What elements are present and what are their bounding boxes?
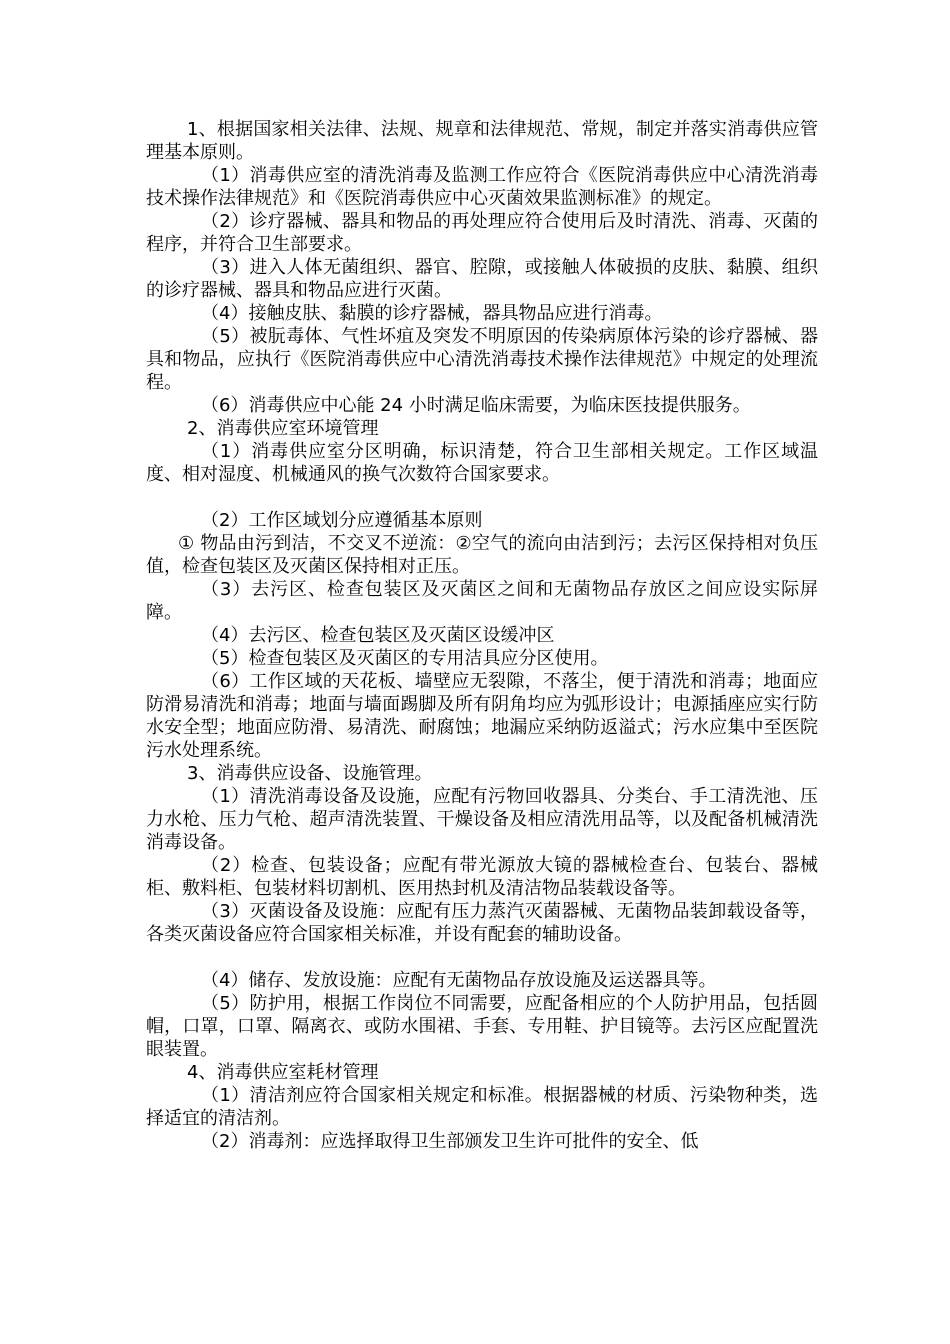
document-body (146, 118, 818, 1153)
paragraph: （6）工作区域的天花板、墙壁应无裂隙，不落尘，便于清洗和消毒；地面应防滑易清洗和消毒；地面与墙面踢脚及所有阴角均应为弧形设计；电源插座应实行防水安全型；地面应防滑、易清洗、耐腐蚀；地漏应采纳防返溢式；污水应集中至医院污水处理系统。 (146, 671, 818, 761)
paragraph: （1）清洗消毒设备及设施，应配有污物回收器具、分类台、手工清洗池、压力水枪、压力气枪、超声清洗装置、干燥设备及相应清洗用品等，以及配备机械清洗消毒设备。 (146, 786, 818, 853)
paragraph: （5）检查包装区及灭菌区的专用洁具应分区使用。 (201, 648, 609, 669)
section-heading-3: 3、消毒供应设备、设施管理。 (187, 763, 433, 784)
paragraph: （3）去污区、检查包装区及灭菌区之间和无菌物品存放区之间应设实际屏障。 (146, 579, 818, 623)
paragraph: （2）工作区域划分应遵循基本原则 (201, 510, 483, 531)
paragraph: （4）去污区、检查包装区及灭菌区设缓冲区 (201, 625, 555, 646)
blank-line (146, 946, 818, 969)
paragraph: （2）检查、包装设备；应配有带光源放大镜的器械检查台、包装台、器械柜、敷料柜、包装材料切割机、医用热封机及清洁物品装载设备等。 (146, 855, 818, 899)
section-heading-1: 1、根据国家相关法律、法规、规章和法律规范、常规，制定并落实消毒供应管理基本原则。 (146, 119, 818, 163)
paragraph: （5）被朊毒体、气性坏疽及突发不明原因的传染病原体污染的诊疗器械、器具和物品，应执行《医院消毒供应中心清洗消毒技术操作法律规范》中规定的处理流程。 (146, 326, 818, 393)
paragraph: （3）进入人体无菌组织、器官、腔隙，或接触人体破损的皮肤、黏膜、组织的诊疗器械、器具和物品应进行灭菌。 (146, 257, 818, 301)
paragraph: （2）消毒剂：应选择取得卫生部颁发卫生许可批件的安全、低 (201, 1131, 699, 1152)
paragraph: （2）诊疗器械、器具和物品的再处理应符合使用后及时清洗、消毒、灭菌的程序，并符合卫生部要求。 (146, 211, 818, 255)
section-heading-2: 2、消毒供应室环境管理 (187, 418, 379, 439)
paragraph: （4）储存、发放设施：应配有无菌物品存放设施及运送器具等。 (201, 970, 717, 991)
paragraph: （6）消毒供应中心能 24 小时满足临床需要，为临床医技提供服务。 (201, 395, 751, 416)
section-heading-4: 4、消毒供应室耗材管理 (187, 1062, 379, 1083)
paragraph: （5）防护用，根据工作岗位不同需要，应配备相应的个人防护用品，包括圆帽，口罩，口罩、隔离衣、或防水围裙、手套、专用鞋、护目镜等。去污区应配置洗眼装置。 (146, 993, 818, 1060)
paragraph: （1）消毒供应室分区明确，标识清楚，符合卫生部相关规定。工作区域温度、相对湿度、机械通风的换气次数符合国家要求。 (146, 441, 818, 485)
paragraph: （4）接触皮肤、黏膜的诊疗器械，器具物品应进行消毒。 (201, 303, 663, 324)
blank-line (146, 486, 818, 509)
paragraph: （1）消毒供应室的清洗消毒及监测工作应符合《医院消毒供应中心清洗消毒技术操作法律规范》和《医院消毒供应中心灭菌效果监测标准》的规定。 (146, 165, 818, 209)
paragraph: （1）清洁剂应符合国家相关规定和标准。根据器械的材质、污染物种类，选择适宜的清洁剂。 (146, 1085, 818, 1129)
paragraph: ① 物品由污到洁，不交叉不逆流：②空气的流向由洁到污；去污区保持相对负压值，检查包装区及灭菌区保持相对正压。 (146, 533, 818, 577)
paragraph: （3）灭菌设备及设施：应配有压力蒸汽灭菌器械、无菌物品装卸载设备等，各类灭菌设备应符合国家相关标准，并设有配套的辅助设备。 (146, 901, 818, 945)
